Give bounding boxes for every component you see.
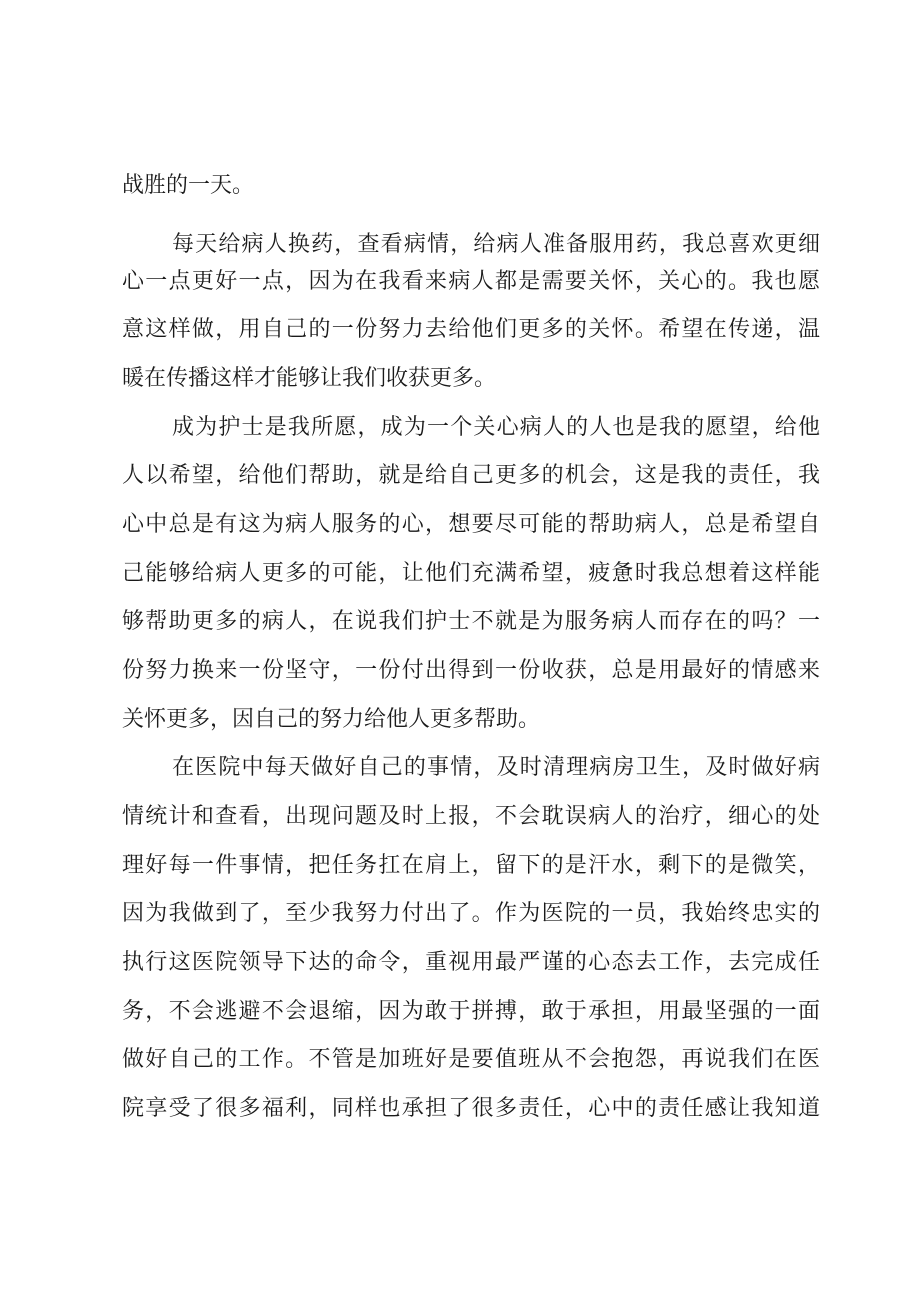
paragraph-2-line-4: 暖在传播这样才能够让我们收获更多。: [122, 366, 497, 391]
paragraph-3-line-1: 成为护士是我所愿，成为一个关心病人的人也是我的愿望，给他: [172, 415, 820, 440]
paragraph-2-line-3: 意这样做，用自己的一份努力去给他们更多的关怀。希望在传递，温: [122, 317, 820, 342]
paragraph-1-line-1: 战胜的一天。: [122, 173, 255, 198]
paragraph-3-line-4: 己能够给病人更多的可能，让他们充满希望，疲惫时我总想着这样能: [122, 561, 820, 586]
paragraph-2-line-2: 心一点更好一点，因为在我看来病人都是需要关怀，关心的。我也愿: [122, 269, 820, 294]
paragraph-2-line-1: 每天给病人换药，查看病情，给病人准备服用药，我总喜欢更细: [172, 232, 820, 257]
paragraph-3-line-2: 人以希望，给他们帮助，就是给自己更多的机会，这是我的责任，我: [122, 463, 820, 488]
paragraph-4-line-6: 务，不会逃避不会退缩，因为敢于拼搏，敢于承担，用最坚强的一面: [122, 999, 820, 1024]
paragraph-4-line-7: 做好自己的工作。不管是加班好是要值班从不会抱怨，再说我们在医: [122, 1047, 820, 1072]
paragraph-4-line-8: 院享受了很多福利，同样也承担了很多责任，心中的责任感让我知道: [122, 1096, 820, 1121]
paragraph-4-line-4: 因为我做到了，至少我努力付出了。作为医院的一员，我始终忠实的: [122, 901, 820, 926]
paragraph-3-line-5: 够帮助更多的病人，在说我们护士不就是为服务病人而存在的吗？一: [122, 609, 820, 634]
paragraph-3-line-7: 关怀更多，因自己的努力给他人更多帮助。: [122, 707, 541, 732]
paragraph-4-line-3: 理好每一件事情，把任务扛在肩上，留下的是汗水，剩下的是微笑，: [122, 853, 820, 878]
paragraph-4-line-5: 执行这医院领导下达的命令，重视用最严谨的心态去工作，去完成任: [122, 950, 820, 975]
paragraph-3-line-6: 份努力换来一份坚守，一份付出得到一份收获，总是用最好的情感来: [122, 658, 820, 683]
paragraph-3-line-3: 心中总是有这为病人服务的心，想要尽可能的帮助病人，总是希望自: [122, 512, 820, 537]
paragraph-4-line-1: 在医院中每天做好自己的事情，及时清理病房卫生，及时做好病: [172, 755, 820, 780]
paragraph-4-line-2: 情统计和查看，出现问题及时上报，不会耽误病人的治疗，细心的处: [122, 804, 820, 829]
